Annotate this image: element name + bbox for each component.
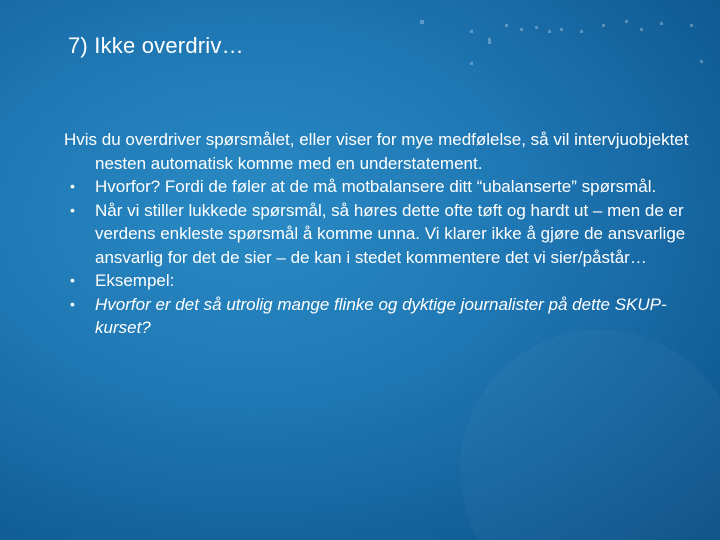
bullet-text: Hvorfor? Fordi de føler at de må motbalansere ditt “ubalanserte” spørsmål.	[95, 177, 657, 196]
bullet-dot-icon: •	[70, 178, 75, 194]
bullet-item	[64, 175, 694, 199]
bullet-item	[64, 293, 694, 340]
bullet-text: Eksempel:	[95, 271, 175, 290]
bullet-item	[64, 269, 694, 293]
bullet-dot-icon: •	[70, 295, 75, 312]
intro-paragraph: Hvis du overdriver spørsmålet, eller viser for mye medfølelse, så vil intervjuobjektet nesten automatisk komme med en understatement.	[64, 130, 689, 173]
bullet-text: Når vi stiller lukkede spørsmål, så høres dette ofte tøft og hardt ut – men de er verdens enkleste spørsmål å komme unna. Vi klarer ikke å gjøre de ansvarlige ansvarlig for det de sier – de kan i stedet kommentere det vi sier/påstår…	[95, 200, 686, 267]
bullet-text: Hvorfor er det så utrolig mange flinke og dyktige journalister på dette SKUP-kurset?	[95, 294, 667, 337]
slide-body	[64, 128, 694, 340]
bullet-dot-icon: •	[70, 272, 75, 288]
bullet-item	[64, 199, 694, 270]
slide-title: 7) Ikke overdriv…	[68, 33, 244, 58]
bullet-dot-icon: •	[70, 201, 75, 218]
